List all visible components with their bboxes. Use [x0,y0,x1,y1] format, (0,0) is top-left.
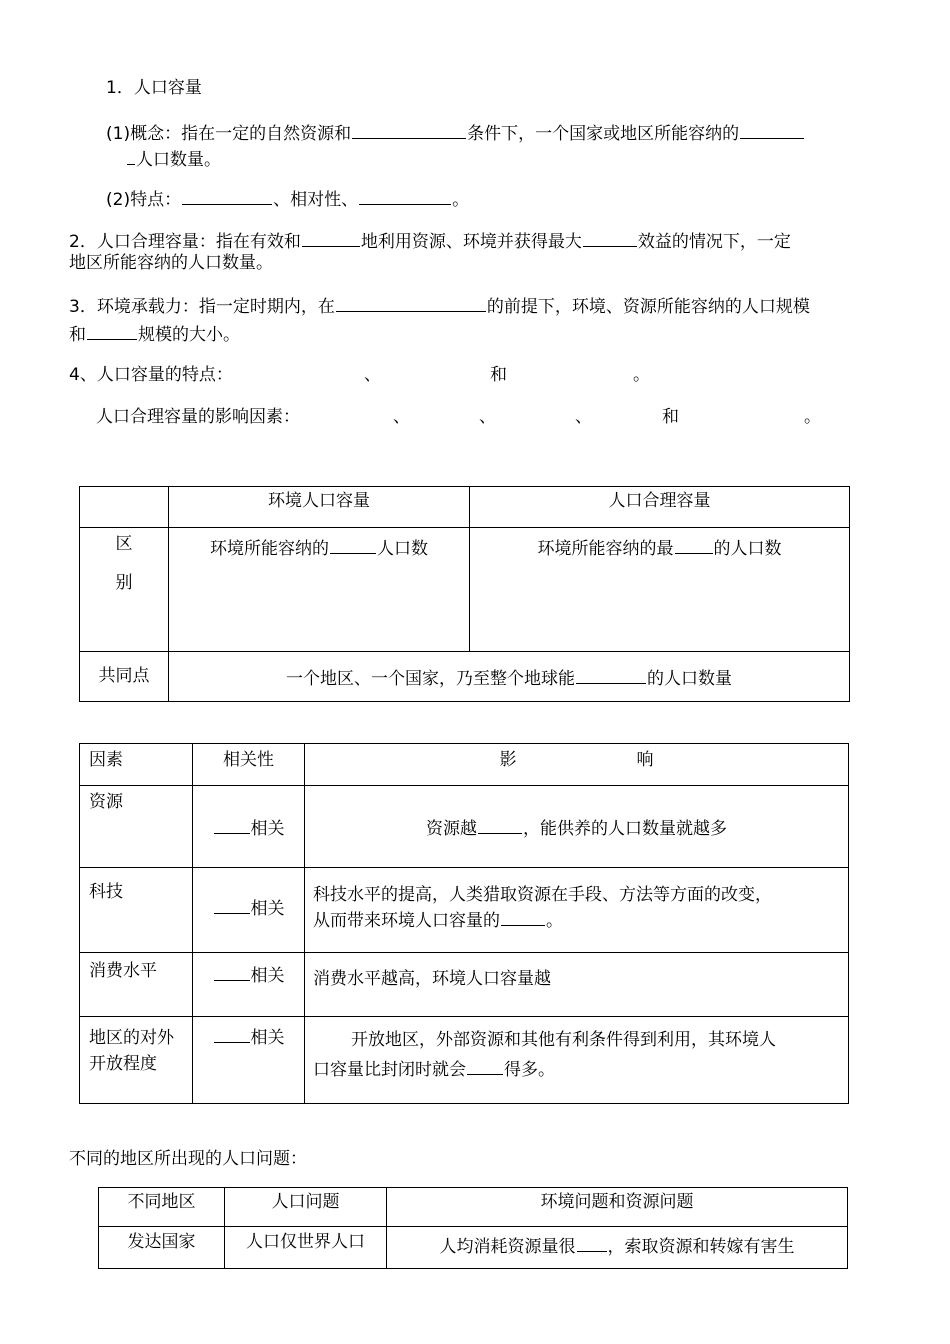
corr-text: 相关 [250,1028,285,1048]
s3-text-d: 规模的大小。 [138,325,240,345]
blank[interactable] [330,536,376,554]
blank[interactable] [577,1234,607,1252]
impact-line-2 [313,908,848,934]
table2-header-factor: 因素 [80,744,193,786]
table-row [80,868,849,953]
impact-text-c: 。 [546,911,563,931]
features-line [106,187,469,209]
row-factor: 科技 [80,868,193,953]
s4-f-sep-1: 、 [393,407,410,427]
factor-line-2: 开放程度 [89,1054,157,1074]
corr-text: 相关 [250,899,285,919]
table1-common-cell [169,652,850,702]
table-row [80,786,849,868]
blank[interactable] [359,187,451,205]
impact-char-1: 影 [499,750,517,770]
table1-corner-cell [80,487,169,528]
features-text-c: 。 [452,190,470,210]
diff-label-char-1: 区 [115,534,133,554]
s4-and: 和 [490,365,507,385]
blank[interactable] [214,1025,250,1043]
blank[interactable] [302,229,360,247]
features-text-a: (2)特点： [106,190,182,210]
corr-text: 相关 [250,966,285,986]
row-problem: 人口仅世界人口 [225,1227,387,1269]
impact-char-2: 响 [636,750,654,770]
factor-line-1: 地区的对外 [89,1028,174,1048]
regional-problems-table [98,1187,848,1269]
row-factor [80,1017,193,1104]
s4-f-end: 。 [804,407,821,427]
table1-header-env: 环境人口容量 [169,487,470,528]
table-row [80,1017,849,1104]
table1-header-reasonable: 人口合理容量 [470,487,850,528]
section3-line-1 [69,294,810,316]
s2-text-b: 地利用资源、环境并获得最大 [360,232,582,252]
concept-line-1 [106,121,805,143]
table1-common-label: 共同点 [80,652,169,702]
row-factor: 资源 [80,786,193,868]
blank[interactable] [576,666,646,684]
blank[interactable] [467,1057,503,1075]
row-impact [305,1017,849,1104]
factors-table [79,743,849,1104]
row-corr [193,1017,305,1104]
common-text-b: 的人口数量 [647,668,732,689]
impact-text-b: 从而带来环境人口容量的 [313,911,500,931]
s3-text-c: 和 [69,325,86,345]
blank[interactable] [675,536,713,554]
row-impact: 消费水平越高，环境人口容量越 [305,953,849,1017]
s4-factors: 人口合理容量的影响因素： [96,407,300,427]
row-impact [305,868,849,953]
s4-text-a: 4、人口容量的特点： [69,365,233,385]
row-impact [305,786,849,868]
table-row [99,1227,848,1269]
s2-text-a: 2．人口合理容量：指在有效和 [69,232,301,252]
s3-text-b: 的前提下，环境、资源所能容纳的人口规模 [486,297,810,317]
s2-text-c: 效益的情况下，一定 [637,232,791,252]
features-text-b: 、相对性、 [273,190,359,210]
concept-text-c: 人口数量。 [136,150,221,170]
capacity-comparison-table [79,486,850,702]
s4-f-sep-3: 、 [575,407,592,427]
table2-header-impact [305,744,849,786]
s2-text-d: 地区所能容纳的人口数量。 [69,253,273,273]
row-env [387,1227,848,1269]
impact-text-a: 资源越 [426,819,477,839]
concept-text-b: 条件下，一个国家或地区所能容纳的 [467,124,740,144]
blank[interactable] [127,147,135,165]
corr-text: 相关 [250,819,285,839]
impact-text-c: 得多。 [504,1060,555,1080]
blank[interactable] [182,187,272,205]
blank[interactable] [214,816,250,834]
concept-text-a: (1)概念：指在一定的自然资源和 [106,124,352,144]
s4-f-and: 和 [662,407,679,427]
table3-header-problem: 人口问题 [225,1188,387,1227]
blank[interactable] [740,121,804,139]
section1-heading: 1．人口容量 [106,78,202,98]
section3-line-2 [69,322,240,344]
common-text-a: 一个地区、一个国家，乃至整个地球能 [286,668,575,689]
row-corr [193,868,305,953]
impact-text-a: 开放地区，外部资源和其他有利条件得到利用，其环境人 [351,1030,776,1050]
blank[interactable] [352,121,466,139]
table3-header-env: 环境问题和资源问题 [387,1188,848,1227]
impact-line-2 [313,1055,848,1085]
concept-line-2 [126,147,221,169]
s4-sep1: 、 [364,365,381,385]
row-factor: 消费水平 [80,953,193,1017]
table1-diff-label [80,528,169,652]
reasonable-text-b: 的人口数 [713,539,782,559]
blank[interactable] [214,963,250,981]
s4-f-sep-2: 、 [479,407,496,427]
blank[interactable] [478,816,522,834]
reasonable-text-a: 环境所能容纳的最 [537,539,674,559]
env-text-a: 环境所能容纳的 [210,539,329,559]
blank[interactable] [87,322,137,340]
diff-label-char-2: 别 [115,573,133,593]
row-corr [193,786,305,868]
row-region: 发达国家 [99,1227,225,1269]
env-problem-text-b: ，索取资源和转嫁有害生 [607,1237,795,1257]
table3-header-region: 不同地区 [99,1188,225,1227]
section2-line-1 [69,229,791,251]
impact-text-b: ，能供养的人口数量就越多 [523,819,727,839]
table1-env-cell [169,528,470,652]
impact-text-b: 口容量比封闭时就会 [313,1060,466,1080]
blank[interactable] [501,908,545,926]
table1-reasonable-cell [470,528,850,652]
blank[interactable] [583,229,637,247]
s4-end: 。 [633,365,650,385]
row-corr [193,953,305,1017]
table2-header-corr: 相关性 [193,744,305,786]
impact-text-a: 科技水平的提高，人类猎取资源在手段、方法等方面的改变， [313,885,772,905]
blank[interactable] [336,294,486,312]
table-row [80,953,849,1017]
section5-title: 不同的地区所出现的人口问题： [69,1149,307,1169]
blank[interactable] [214,896,250,914]
s3-text-a: 3．环境承载力：指一定时期内，在 [69,297,335,317]
env-problem-text-a: 人均消耗资源量很 [439,1237,576,1257]
env-text-b: 人口数 [377,539,428,559]
